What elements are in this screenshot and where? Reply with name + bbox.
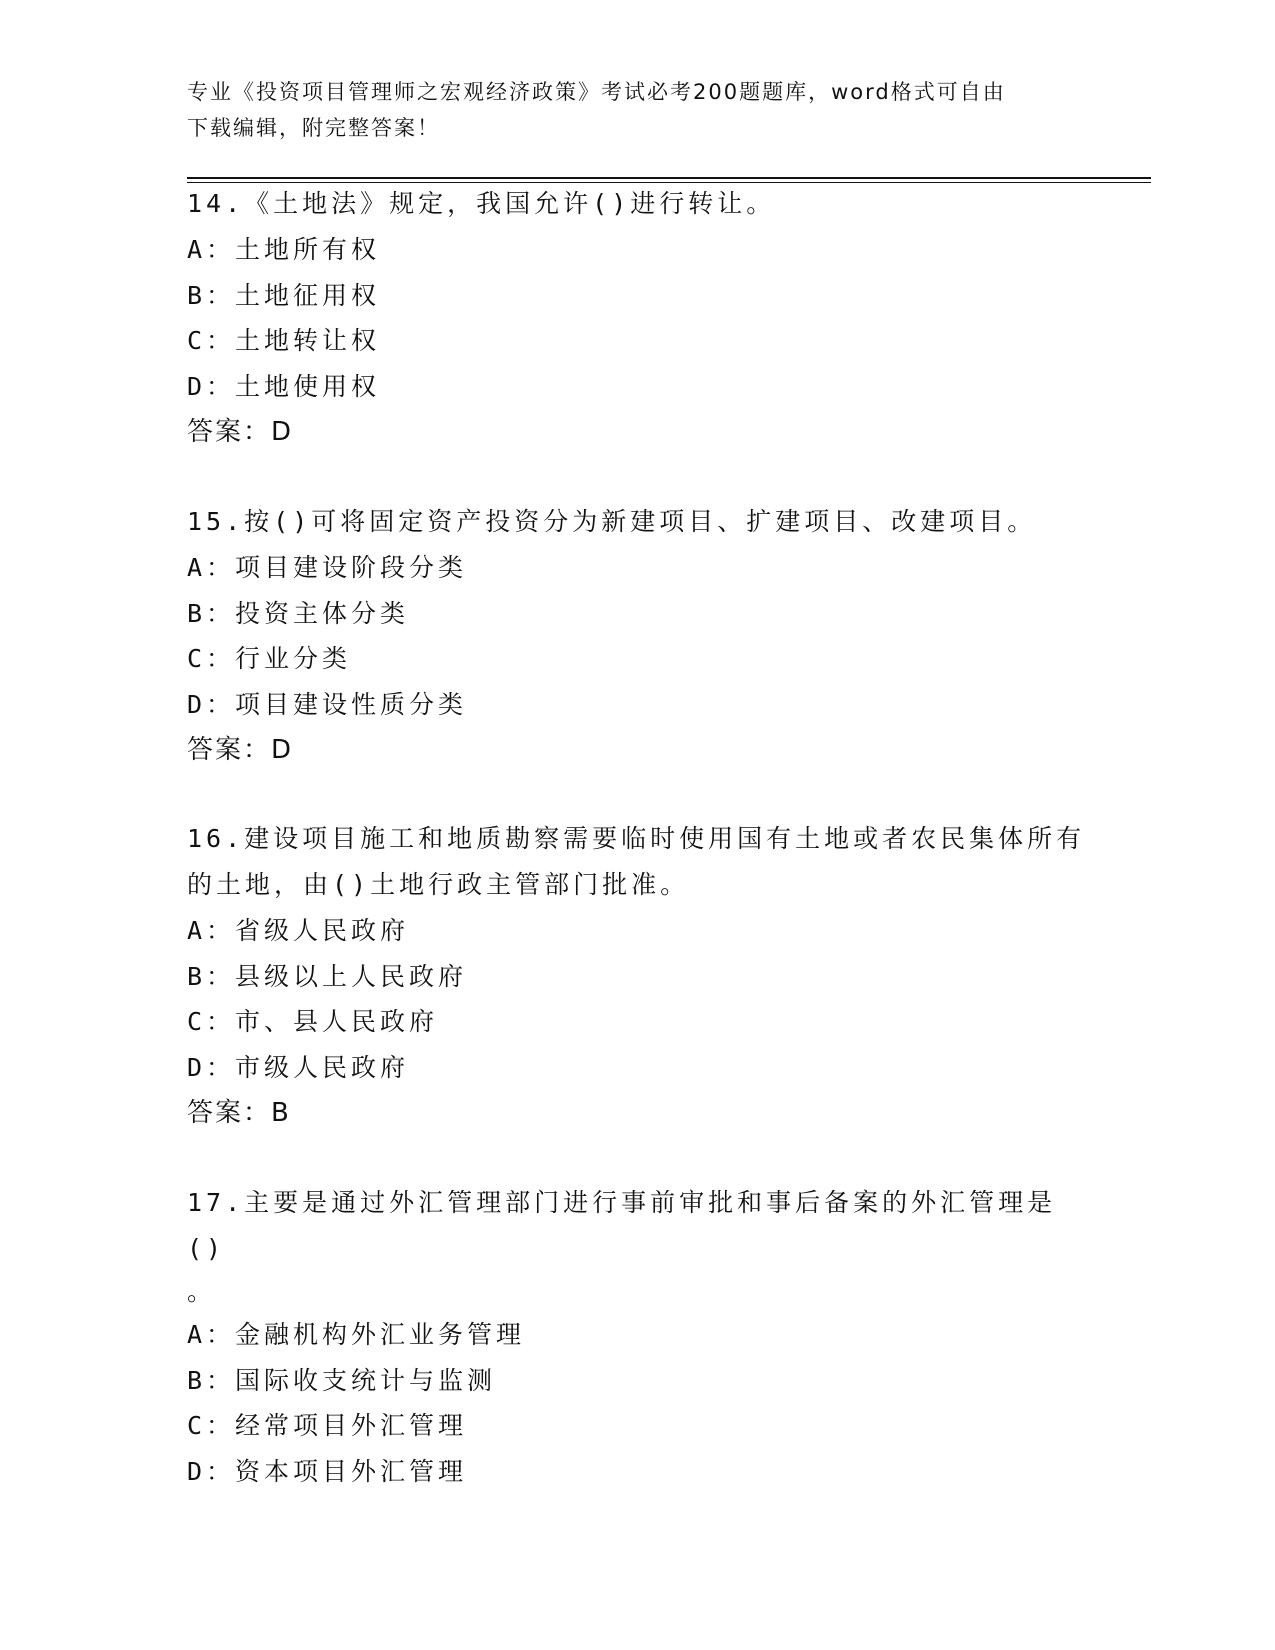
option-a: A：省级人民政府 [187,916,410,945]
option-d: D：市级人民政府 [187,1052,410,1082]
option-b: B：投资主体分类 [187,598,410,628]
option-c: C：经常项目外汇管理 [187,1411,468,1440]
option-a: A：金融机构外汇业务管理 [187,1320,526,1349]
header-line-1: 专业《投资项目管理师之宏观经济政策》考试必考200题题库，word格式可自由 [187,80,1006,104]
option-d: D：资本项目外汇管理 [187,1456,468,1486]
option-a: A：项目建设阶段分类 [187,553,468,582]
option-a: A：土地所有权 [187,235,381,264]
question-text-line-2: 。 [187,1277,217,1306]
question-17 [187,1180,1087,1494]
question-text: 14.《土地法》规定，我国允许()进行转让。 [187,189,776,218]
option-d: D：土地使用权 [187,371,381,401]
header-line-2: 下载编辑，附完整答案！ [187,116,440,140]
answer: 答案：B [187,1098,291,1128]
option-c: C：行业分类 [187,644,352,673]
question-text-line-1: 16.建设项目施工和地质勘察需要临时使用国有土地或者农民集体所有 [187,824,1086,853]
option-b: B：国际收支统计与监测 [187,1365,497,1395]
question-15 [187,499,1087,773]
option-c: C：土地转让权 [187,326,381,355]
question-16 [187,816,1087,1136]
question-text-line-1: 17.主要是通过外汇管理部门进行事前审批和事后备案的外汇管理是() [187,1188,1057,1263]
answer: 答案：D [187,735,294,765]
option-c: C：市、县人民政府 [187,1007,439,1036]
option-b: B：县级以上人民政府 [187,961,468,991]
question-14 [187,181,1087,455]
option-b: B：土地征用权 [187,280,381,310]
option-d: D：项目建设性质分类 [187,689,468,719]
question-text: 15.按()可将固定资产投资分为新建项目、扩建项目、改建项目。 [187,507,1037,536]
header-divider [187,177,1151,179]
document-header [187,74,1067,146]
answer: 答案：D [187,417,294,447]
question-text-line-2: 的土地，由()土地行政主管部门批准。 [187,870,690,899]
